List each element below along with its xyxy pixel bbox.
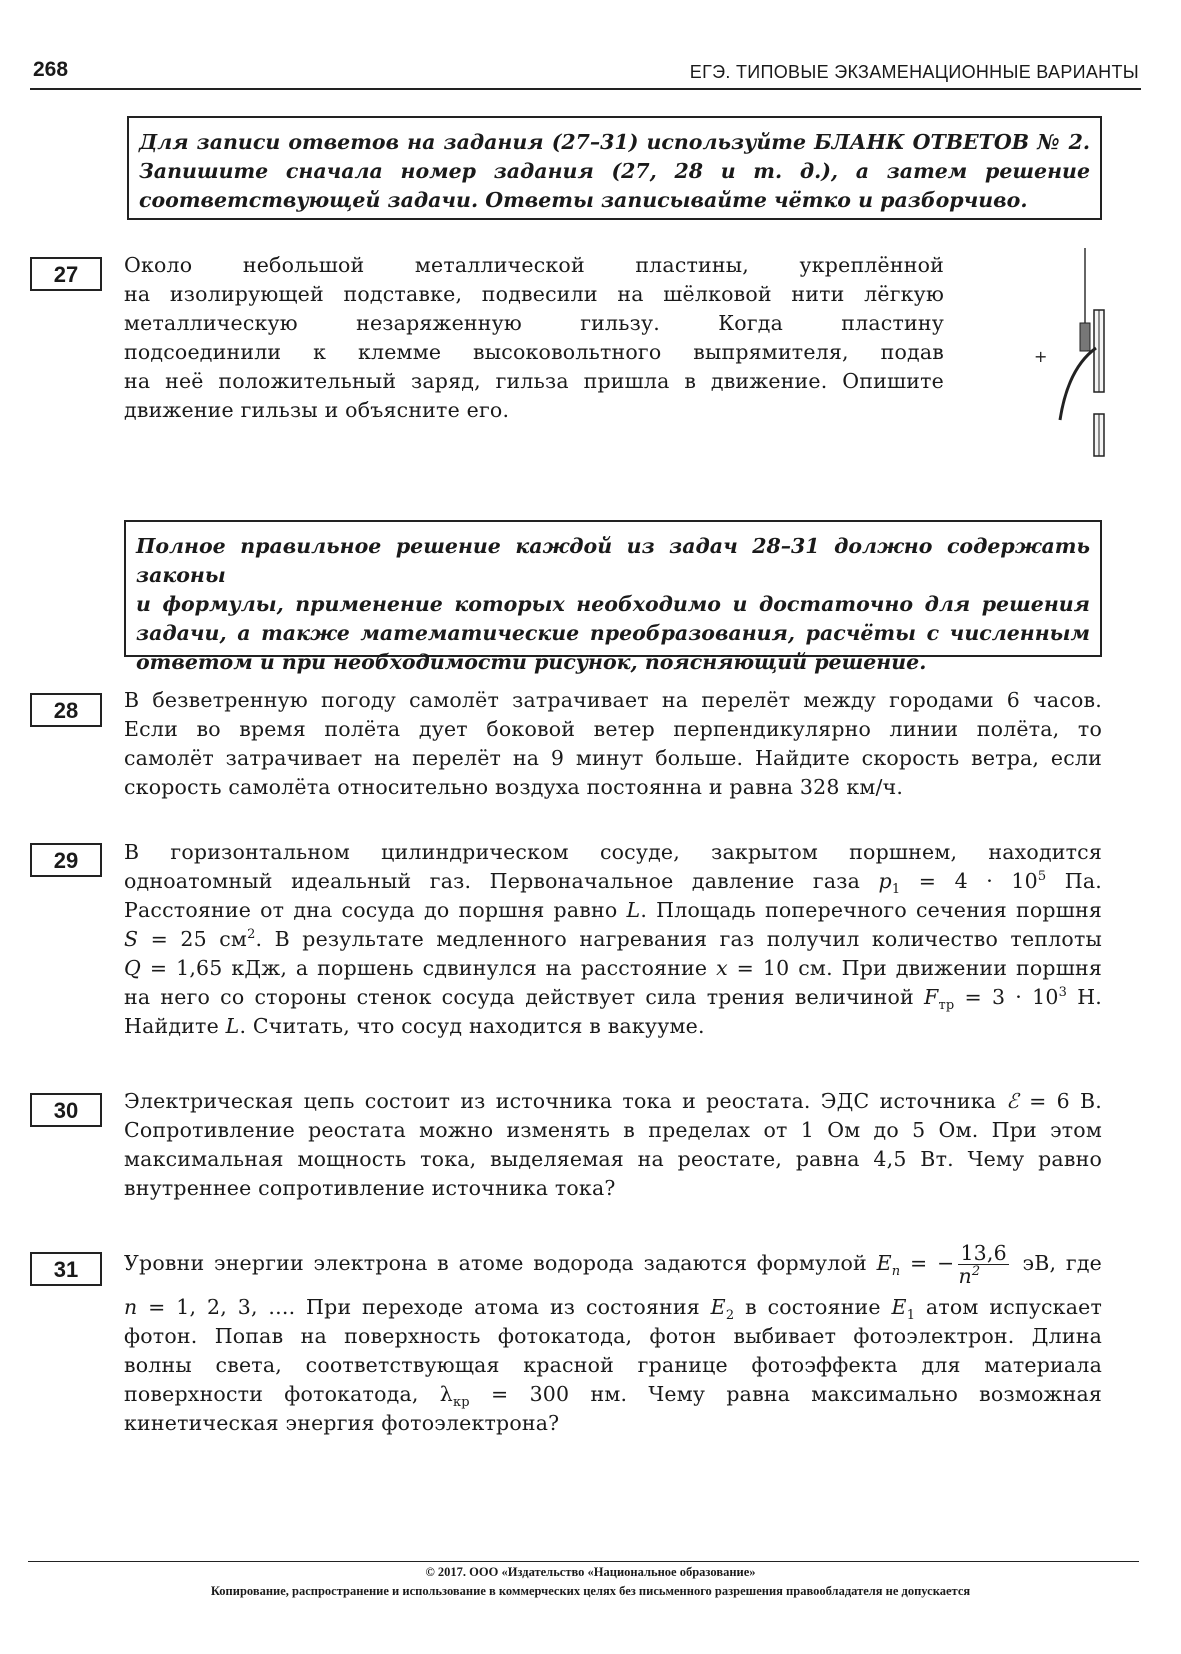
footer-copyright: © 2017. ООО «Издательство «Национальное образование» — [425, 1565, 756, 1579]
text-line: Найдите L. Считать, что сосуд находится в вакууме. — [124, 1014, 705, 1038]
page-number: 268 — [33, 58, 69, 81]
text-line: В горизонтальном цилиндрическом сосуде, закрытом поршнем, находится — [124, 840, 1102, 864]
task-number-29: 29 — [30, 843, 102, 877]
text-line: Расстояние от дна сосуда до поршня равно L. Площадь поперечного сечения поршня — [124, 898, 1103, 922]
text-line: металлическую незаряженную гильзу. Когда пластину — [124, 311, 944, 335]
text-line: скорость самолёта относительно воздуха постоянна и равна 328 км/ч. — [124, 775, 904, 799]
task-31-text — [124, 1233, 1102, 1438]
task-number-27: 27 — [30, 257, 102, 291]
electroscope-figure — [1034, 248, 1170, 463]
energy-fraction: $\frac{13,6}{n^2}$ — [958, 1241, 1007, 1288]
task-29-text — [124, 838, 1102, 1041]
notice-line: задачи, а также математические преобразования, расчёты с численным — [136, 621, 1090, 645]
text-line: одноатомный идеальный газ. Первоначальное давление газа $p_1 = 4 \cdot 10^5$ Па. — [124, 869, 1103, 898]
task-number-28: 28 — [30, 693, 102, 727]
text-line: Q = 1,65 кДж, а поршень сдвинулся на расстояние x = 10 см. При движении поршня — [124, 956, 1102, 980]
positive-charge-label: + — [1034, 347, 1048, 366]
solution-requirements-notice — [124, 520, 1102, 674]
notice-line: Для записи ответов на задания (27–31) используйте БЛАНК ОТВЕТОВ № 2. — [139, 130, 1090, 154]
task-27-text — [124, 251, 944, 425]
header-divider — [30, 88, 1141, 90]
text-line: поверхности фотокатода, $\lambda_{кр} = 300$ нм. Чему равна максимально возможная — [124, 1382, 1102, 1411]
text-line: внутреннее сопротивление источника тока? — [124, 1176, 616, 1200]
text-line: самолёт затрачивает на перелёт на 9 минут больше. Найдите скорость ветра, если — [124, 746, 1102, 770]
task-28-text — [124, 686, 1102, 802]
text-line: Электрическая цепь состоит из источника тока и реостата. ЭДС источника ℰ = 6 В. — [124, 1089, 1102, 1113]
text-line: на неё положительный заряд, гильза пришла в движение. Опишите — [124, 369, 944, 393]
text-line: фотон. Попав на поверхность фотокатода, фотон выбивает фотоэлектрон. Длина — [124, 1324, 1102, 1348]
text-line: максимальная мощность тока, выделяемая на реостате, равна 4,5 Вт. Чему равно — [124, 1147, 1102, 1171]
task-30-text — [124, 1087, 1102, 1203]
notice-line: ответом и при необходимости рисунок, поясняющий решение. — [136, 650, 927, 674]
text-line: волны света, соответствующая красной границе фотоэффекта для материала — [124, 1353, 1102, 1377]
text-line: n = 1, 2, 3, .... При переходе атома из состояния $E_2$ в состояние $E_1$ атом испускает — [124, 1295, 1102, 1324]
task-number-30: 30 — [30, 1093, 102, 1127]
notice-line: Запишите сначала номер задания (27, 28 и т. д.), а затем решение — [139, 159, 1090, 183]
text-line: движение гильзы и объясните его. — [124, 398, 510, 422]
text-line: Сопротивление реостата можно изменять в пределах от 1 Ом до 5 Ом. При этом — [124, 1118, 1102, 1142]
text-line: кинетическая энергия фотоэлектрона? — [124, 1411, 560, 1435]
footer-notice: Копирование, распространение и использование в коммерческих целях без письменного разрешения правообладателя не допускается — [210, 1584, 971, 1598]
text-line: на него со стороны стенок сосуда действует сила трения величиной $F_{тр} = 3 \cdot 10^3$ Н. — [124, 985, 1102, 1014]
running-header-title: ЕГЭ. ТИПОВЫЕ ЭКЗАМЕНАЦИОННЫЕ ВАРИАНТЫ — [689, 62, 1139, 82]
text-line: Около небольшой металлической пластины, укреплённой — [124, 253, 944, 277]
text-line: подсоединили к клемме высоковольтного выпрямителя, подав — [124, 340, 944, 364]
text-line: S = 25 $см^2$. В результате медленного нагревания газ получил количество теплоты — [124, 927, 1102, 951]
text-line: на изолирующей подставке, подвесили на шёлковой нити лёгкую — [124, 282, 944, 306]
footer-divider — [28, 1561, 1139, 1562]
task-number-31: 31 — [30, 1252, 102, 1286]
notice-line: и формулы, применение которых необходимо и достаточно для решения — [136, 592, 1090, 616]
text-line: Если во время полёта дует боковой ветер перпендикулярно линии полёта, то — [124, 717, 1102, 741]
notice-line: Полное правильное решение каждой из задач 28–31 должно содержать законы — [136, 534, 1090, 587]
answer-form-instructions — [127, 116, 1102, 220]
text-line: Уровни энергии электрона в атоме водорода задаются формулой $E_n$ = − $\frac{13,6}{n^2}$ эВ, где — [124, 1241, 1102, 1288]
text-line: В безветренную погоду самолёт затрачивает на перелёт между городами 6 часов. — [124, 688, 1102, 712]
notice-line: соответствующей задачи. Ответы записывайте чётко и разборчиво. — [139, 188, 1028, 212]
